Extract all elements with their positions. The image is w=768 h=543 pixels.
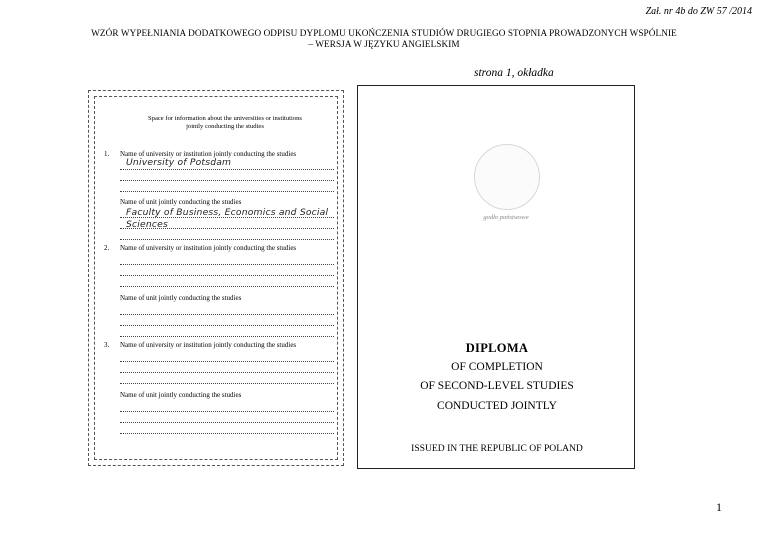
diploma-line1: OF COMPLETION	[451, 361, 543, 373]
university-field-line	[120, 255, 334, 265]
unit-label: Name of unit jointly conducting the studies	[120, 294, 242, 302]
university-field-line	[120, 266, 334, 276]
document-title-line2: – WERSJA W JĘZYKU ANGIELSKIM	[308, 39, 460, 49]
unit-value-line1: Faculty of Business, Economics and Social	[126, 207, 329, 218]
unit-value-line2: Sciences	[126, 219, 169, 230]
attachment-reference: Zał. nr 4b do ZW 57 /2014	[645, 6, 752, 17]
unit-field-line	[120, 316, 334, 326]
university-label: Name of university or institution jointly conducting the studies	[120, 244, 297, 252]
university-field-line	[120, 182, 334, 192]
item-number: 1.	[104, 150, 110, 158]
university-field-line	[120, 363, 334, 373]
item-number: 2.	[104, 244, 110, 252]
issued-in-text: ISSUED IN THE REPUBLIC OF POLAND	[411, 443, 583, 454]
unit-field-line	[120, 327, 334, 337]
document-title-line1: WZÓR WYPEŁNIANIA DODATKOWEGO ODPISU DYPLOMU UKOŃCZENIA STUDIÓW DRUGIEGO STOPNIA PROWADZONYCH WSPÓLNIE	[91, 28, 677, 38]
university-field-line	[120, 374, 334, 384]
university-label: Name of university or institution jointly conducting the studies	[120, 150, 297, 158]
university-label: Name of university or institution jointly conducting the studies	[120, 341, 297, 349]
unit-field-line	[120, 424, 334, 434]
unit-field-line	[120, 230, 334, 240]
left-intro	[120, 115, 330, 131]
diploma-line3: CONDUCTED JOINTLY	[437, 400, 557, 412]
unit-label: Name of unit jointly conducting the studies	[120, 198, 242, 206]
university-value: University of Potsdam	[126, 157, 232, 168]
diploma-title: DIPLOMA	[465, 341, 529, 355]
emblem-caption: godło państwowe	[483, 214, 529, 221]
university-field-line	[120, 277, 334, 287]
unit-field-line	[120, 413, 334, 423]
page-subtitle: strona 1, okładka	[474, 67, 554, 79]
left-intro-line1: Space for information about the universities or institutions	[147, 115, 302, 122]
unit-field-line	[120, 305, 334, 315]
left-intro-line2: jointly conducting the studies	[186, 123, 264, 130]
national-emblem-placeholder	[474, 144, 540, 210]
item-number: 3.	[104, 341, 110, 349]
diploma-line2: OF SECOND-LEVEL STUDIES	[420, 380, 574, 392]
university-field-line	[120, 352, 334, 362]
unit-field-line	[120, 402, 334, 412]
university-field-line	[120, 171, 334, 181]
document-title	[0, 28, 768, 50]
page-number: 1	[716, 500, 722, 514]
unit-label: Name of unit jointly conducting the studies	[120, 391, 242, 399]
